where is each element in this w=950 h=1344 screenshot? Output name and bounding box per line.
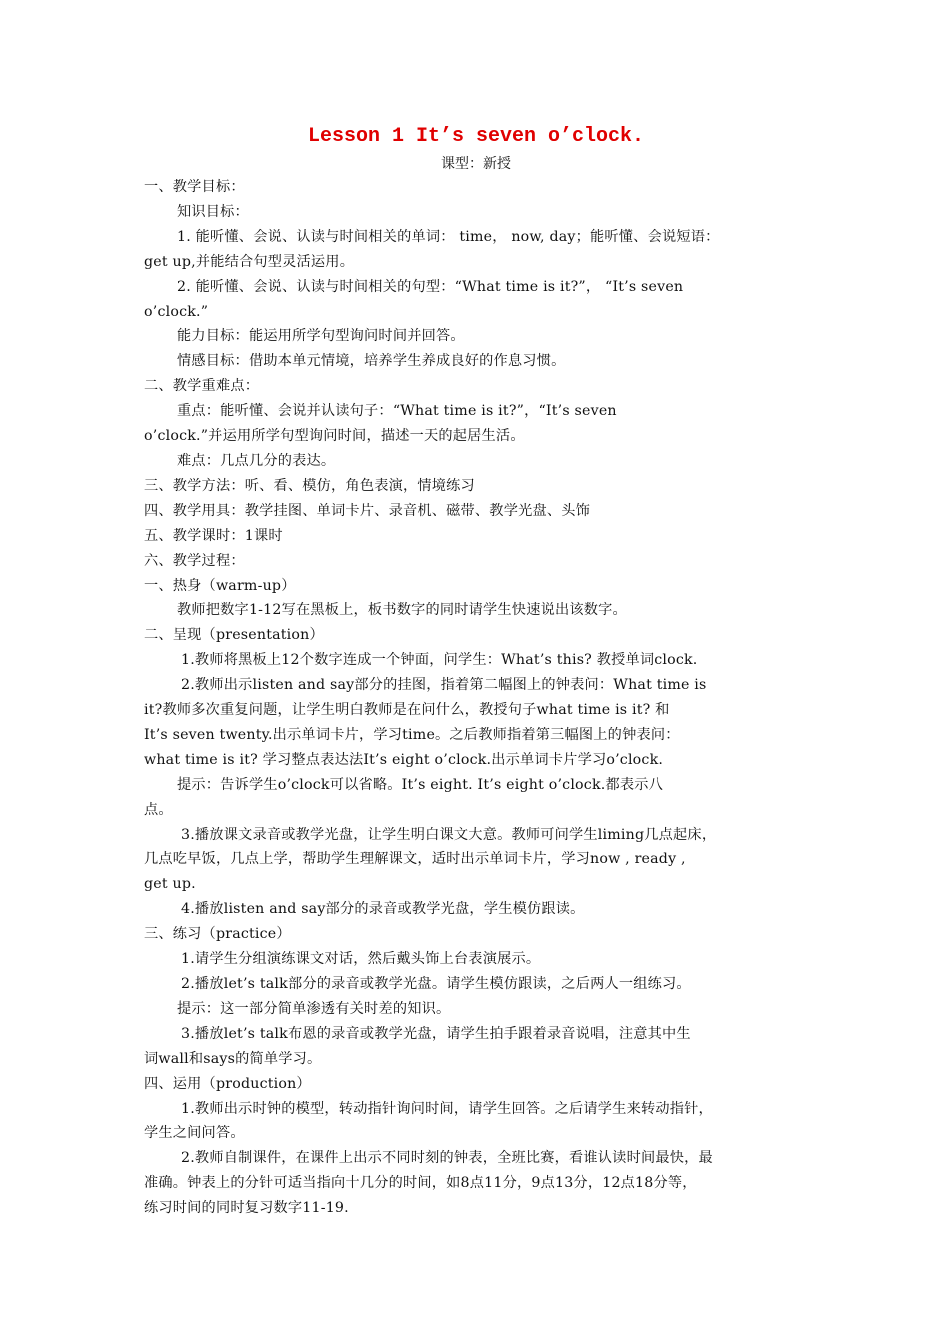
text-line: 提示：告诉学生o’clock可以省略。It’s eight. It’s eight o’clock.都表示八 bbox=[177, 776, 663, 793]
text-line: get up,并能结合句型灵活运用。 bbox=[144, 253, 355, 270]
text-line: 3.播放课文录音或教学光盘，让学生明白课文大意。教师可问学生liming几点起床， bbox=[181, 826, 717, 843]
text-line: 2.播放let’s talk部分的录音或教学光盘。请学生模仿跟读，之后两人一组练习。 bbox=[181, 976, 691, 992]
text-line: 1.教师出示时钟的模型，转动指针询问时间，请学生回答。之后请学生来转动指针， bbox=[181, 1100, 713, 1117]
lesson-type: 课型：新授 bbox=[441, 156, 511, 172]
text-line: 几点吃早饭，几点上学，帮助学生理解课文，适时出示单词卡片，学习now , ready , bbox=[144, 851, 686, 868]
text-line: get up. bbox=[144, 876, 196, 893]
text-line: 一、教学目标： bbox=[144, 179, 245, 195]
text-line: 二、教学重难点： bbox=[144, 378, 260, 395]
text-line: 词wall和says的简单学习。 bbox=[144, 1050, 322, 1067]
text-line: 六、教学过程： bbox=[144, 552, 245, 569]
text-line: o’clock.” bbox=[144, 303, 209, 320]
text-line: 练习时间的同时复习数字11-19. bbox=[144, 1200, 349, 1217]
text-line: 三、练习（practice） bbox=[144, 926, 291, 943]
document-page bbox=[144, 122, 808, 1221]
text-line: It’s seven twenty.出示单词卡片，学习time。之后教师指着第三幅图上的钟表问： bbox=[144, 726, 680, 743]
text-line: 二、呈现（presentation） bbox=[144, 627, 324, 644]
text-line: 重点：能听懂、会说并认读句子：“What time is it?”，“It’s seven bbox=[177, 403, 617, 420]
text-line: 学生之间问答。 bbox=[144, 1125, 245, 1142]
text-line: 一、热身（warm-up） bbox=[144, 577, 296, 594]
text-line: 五、教学课时：1课时 bbox=[144, 527, 283, 544]
text-line: 四、运用（production） bbox=[144, 1075, 311, 1092]
text-line: 情感目标：借助本单元情境，培养学生养成良好的作息习惯。 bbox=[177, 353, 566, 370]
text-line: 四、教学用具：教学挂图、单词卡片、录音机、磁带、教学光盘、头饰 bbox=[144, 502, 591, 519]
text-line: 1.教师将黑板上12个数字连成一个钟面，问学生：What’s this? 教授单词clock. bbox=[181, 652, 698, 669]
lesson-title: Lesson 1 It’s seven o’clock. bbox=[307, 125, 645, 148]
text-line: 准确。钟表上的分针可适当指向十几分的时间，如8点11分，9点13分，12点18分等， bbox=[144, 1175, 697, 1192]
text-line: 能力目标：能运用所学句型询问时间并回答。 bbox=[177, 328, 465, 345]
text-line: 3.播放let’s talk布恩的录音或教学光盘，请学生拍手跟着录音说唱，注意其中生 bbox=[181, 1025, 691, 1042]
text-line: 难点：几点几分的表达。 bbox=[177, 452, 336, 469]
text-line: o’clock.”并运用所学句型询问时间，描述一天的起居生活。 bbox=[144, 428, 525, 445]
text-line: 1. 能听懂、会说、认读与时间相关的单词： time， now, day；能听懂、会说短语： bbox=[177, 228, 720, 245]
text-line: 2.教师出示listen and say部分的挂图，指着第二幅图上的钟表问：What time is bbox=[181, 677, 707, 694]
text-line: 知识目标： bbox=[177, 203, 249, 220]
text-line: 提示：这一部分简单渗透有关时差的知识。 bbox=[177, 1000, 451, 1017]
text-line: 三、教学方法：听、看、模仿，角色表演，情境练习 bbox=[144, 477, 475, 494]
text-line: 教师把数字1-12写在黑板上，板书数字的同时请学生快速说出该数字。 bbox=[177, 602, 627, 619]
text-line: 2. 能听懂、会说、认读与时间相关的句型：“What time is it?”， “It’s seven bbox=[177, 278, 684, 295]
document-body bbox=[144, 175, 808, 1221]
text-line: what time is it? 学习整点表达法It’s eight o’clock.出示单词卡片学习o’clock. bbox=[144, 751, 664, 768]
text-line: 4.播放listen and say部分的录音或教学光盘，学生模仿跟读。 bbox=[181, 901, 585, 918]
text-line: 1.请学生分组演练课文对话，然后戴头饰上台表演展示。 bbox=[181, 951, 541, 968]
text-line: 2.教师自制课件，在课件上出示不同时刻的钟表，全班比赛，看谁认读时间最快，最 bbox=[181, 1150, 713, 1167]
text-line: it?教师多次重复问题，让学生明白教师是在问什么，教授句子what time is it? 和 bbox=[144, 702, 670, 719]
text-line: 点。 bbox=[144, 801, 173, 818]
